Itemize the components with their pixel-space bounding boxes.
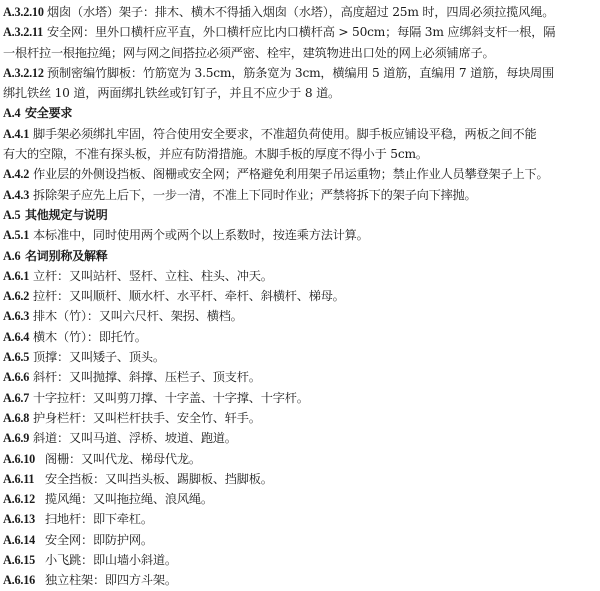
- clause-text: 预制密编竹脚板：竹筋宽为 3.5cm，筋条宽为 3cm，横编用 5 道筋，直编用 7 道筋，每块周围: [47, 65, 555, 80]
- clause-text: 安全网：里外口横杆应平直，外口横杆应比内口横杆高 > 50cm；每隔 3m 应绑斜支杆一根，隔: [47, 25, 556, 40]
- clause-text: 拆除架子应先上后下，一步一清，不准上下同时作业；严禁将拆下的架子向下摔抛。: [33, 187, 477, 202]
- section-heading-A-4: [3, 103, 596, 123]
- term-number: A.6.11: [3, 471, 35, 486]
- clause-text: 本标准中，同时使用两个或两个以上系数时，按连乘方法计算。: [33, 228, 369, 243]
- clause-number: A.4.2: [3, 167, 30, 182]
- clause-A-4-1: [3, 124, 596, 144]
- term-number: A.6.9: [3, 431, 30, 446]
- clause-continuation: [3, 43, 596, 63]
- section-title: 名词别称及解释: [25, 248, 108, 263]
- term-number: A.6.7: [3, 390, 30, 405]
- term-A-6-4: [3, 327, 596, 347]
- section-heading-A-6: [3, 246, 596, 266]
- clause-A-3-2-12: [3, 63, 596, 83]
- section-number: A.4: [3, 106, 21, 121]
- term-A-6-2: [3, 286, 596, 306]
- term-number: A.6.13: [3, 512, 35, 527]
- clause-number: A.5.1: [3, 228, 30, 243]
- term-text: 阁栅：又叫代龙、梯母代龙。: [45, 451, 201, 466]
- term-number: A.6.3: [3, 309, 30, 324]
- clause-text: 作业层的外侧设挡板、阁栅或安全网；严格避免利用架子吊运重物；禁止作业人员攀登架子上下。: [33, 167, 549, 182]
- term-text: 安全网：即防护网。: [45, 532, 153, 547]
- clause-number: A.4.1: [3, 126, 30, 141]
- clause-A-3-2-10: [3, 2, 596, 22]
- term-text: 斜杆：又叫抛撑、斜撑、压栏子、顶支杆。: [33, 370, 261, 385]
- term-text: 揽风绳：又叫拖拉绳、浪风绳。: [45, 492, 213, 507]
- term-text: 立杆：又叫站杆、竖杆、立柱、柱头、冲天。: [33, 268, 273, 283]
- term-A-6-1: [3, 266, 596, 286]
- section-title: 其他规定与说明: [25, 207, 108, 222]
- term-text: 小飞跳：即山墙小斜道。: [45, 553, 177, 568]
- clause-continuation: [3, 83, 596, 103]
- term-number: A.6.12: [3, 492, 35, 507]
- term-number: A.6.15: [3, 553, 35, 568]
- clause-A-4-2: [3, 164, 596, 184]
- term-text: 拉杆：又叫顺杆、顺水杆、水平杆、牵杆、斜横杆、梯母。: [33, 289, 345, 304]
- term-text: 安全挡板：又叫挡头板、踢脚板、挡脚板。: [45, 471, 273, 486]
- term-number: A.6.4: [3, 329, 30, 344]
- term-A-6-11: [3, 469, 596, 489]
- clause-text: 脚手架必须绑扎牢固，符合使用安全要求，不准超负荷使用。脚手板应铺设平稳，两板之间不能: [33, 126, 537, 141]
- term-text: 斜道：又叫马道、浮桥、坡道、跑道。: [33, 431, 237, 446]
- section-number: A.5: [3, 207, 21, 222]
- clause-A-4-3: [3, 185, 596, 205]
- term-text: 独立柱架：即四方斗架。: [45, 573, 177, 588]
- term-text: 排木（竹）：又叫六尺杆、架拐、横档。: [33, 309, 243, 324]
- clause-number: A.3.2.10: [3, 5, 44, 19]
- term-A-6-7: [3, 388, 596, 408]
- section-heading-A-5: [3, 205, 596, 225]
- clause-number: A.3.2.11: [3, 25, 44, 40]
- term-text: 横木（竹）：即托竹。: [33, 329, 147, 344]
- term-text: 扫地杆：即下牵杠。: [45, 512, 153, 527]
- clause-text: 一根杆拉一根拖拉绳；网与网之间搭拉必须严密、栓牢，建筑物进出口处的网上必须铺席子。: [3, 45, 495, 60]
- term-A-6-3: [3, 306, 596, 326]
- term-A-6-5: [3, 347, 596, 367]
- term-number: A.6.2: [3, 289, 30, 304]
- term-number: A.6.6: [3, 370, 30, 385]
- term-number: A.6.14: [3, 532, 35, 547]
- term-A-6-12: [3, 489, 596, 509]
- term-number: A.6.8: [3, 410, 30, 425]
- term-A-6-8: [3, 408, 596, 428]
- term-A-6-16: [3, 570, 596, 590]
- term-text: 顶撑：又叫矮子、顶头。: [33, 350, 165, 365]
- term-A-6-14: [3, 530, 596, 550]
- term-number: A.6.16: [3, 573, 35, 588]
- clause-text: 烟囱（水塔）架子：排木、横木不得插入烟囱（水塔），高度超过 25m 时，四周必须拉揽风绳。: [47, 5, 555, 19]
- clause-A-3-2-11: [3, 22, 596, 42]
- term-number: A.6.10: [3, 451, 35, 466]
- term-A-6-15: [3, 550, 596, 570]
- term-A-6-13: [3, 509, 596, 529]
- clause-number: A.3.2.12: [3, 65, 44, 80]
- term-text: 十字拉杆：又叫剪刀撑、十字盖、十字撑、十字杆。: [33, 390, 309, 405]
- clause-continuation: [3, 144, 596, 164]
- clause-text: 有大的空隙，不准有探头板，并应有防滑措施。木脚手板的厚度不得小于 5cm。: [3, 147, 428, 162]
- term-text: 护身栏杆：又叫栏杆扶手、安全竹、轩手。: [33, 410, 261, 425]
- clause-number: A.4.3: [3, 187, 30, 202]
- term-number: A.6.5: [3, 350, 30, 365]
- term-A-6-6: [3, 367, 596, 387]
- section-title: 安全要求: [25, 106, 73, 121]
- clause-A-5-1: [3, 225, 596, 245]
- term-A-6-9: [3, 428, 596, 448]
- term-A-6-10: [3, 449, 596, 469]
- term-number: A.6.1: [3, 268, 30, 283]
- clause-text: 绑扎铁丝 10 道，两面绑扎铁丝或钉钉子，并且不应少于 8 道。: [3, 86, 341, 101]
- section-number: A.6: [3, 248, 21, 263]
